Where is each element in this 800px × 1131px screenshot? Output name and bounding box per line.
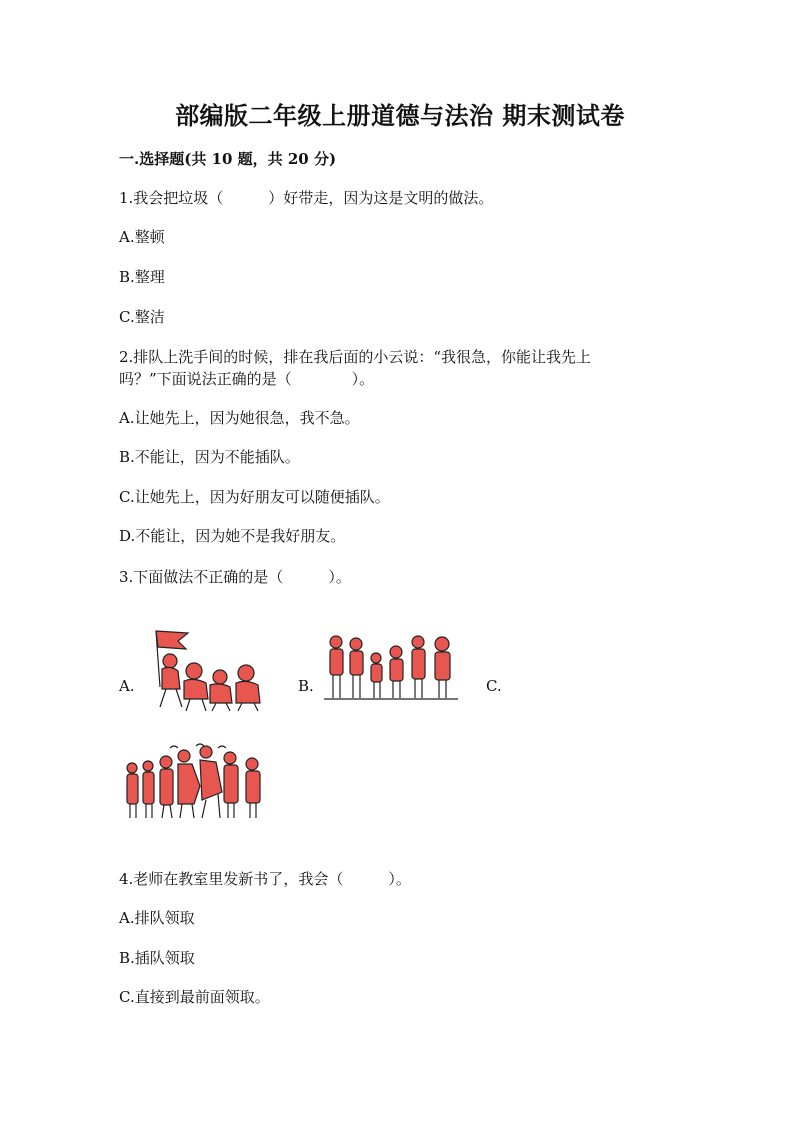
question-2-option-d[interactable]: D.不能让，因为她不是我好朋友。 bbox=[119, 527, 346, 545]
question-3-stem: 3.下面做法不正确的是（ ）。 bbox=[119, 568, 351, 586]
question-1-stem: 1.我会把垃圾（ ）好带走，因为这是文明的做法。 bbox=[119, 189, 494, 207]
page-title: 部编版二年级上册道德与法治 期末测试卷 bbox=[175, 101, 625, 130]
question-3-option-b-label[interactable]: B. bbox=[298, 677, 314, 695]
crowd-pushing-in-line-image[interactable] bbox=[122, 742, 272, 822]
question-4-option-b[interactable]: B.插队领取 bbox=[119, 949, 195, 967]
question-2-option-b[interactable]: B.不能让，因为不能插队。 bbox=[119, 448, 300, 466]
question-1-option-c[interactable]: C.整洁 bbox=[119, 308, 165, 326]
question-4-option-a[interactable]: A.排队领取 bbox=[119, 909, 195, 927]
question-2-option-a[interactable]: A.让她先上，因为她很急，我不急。 bbox=[119, 409, 360, 427]
question-4-stem: 4.老师在教室里发新书了，我会（ ）。 bbox=[119, 870, 411, 888]
question-3-option-c-label[interactable]: C. bbox=[486, 677, 502, 695]
children-marching-with-flag-image[interactable] bbox=[148, 627, 270, 713]
question-4-option-c[interactable]: C.直接到最前面领取。 bbox=[119, 988, 270, 1006]
section-heading: 一.选择题(共 10 题，共 20 分) bbox=[119, 150, 337, 168]
question-1-option-a[interactable]: A.整顿 bbox=[119, 228, 165, 246]
question-1-option-b[interactable]: B.整理 bbox=[119, 268, 165, 286]
question-2-option-c[interactable]: C.让她先上，因为好朋友可以随便插队。 bbox=[119, 488, 390, 506]
people-in-queue-image[interactable] bbox=[322, 632, 462, 702]
question-3-option-a-label[interactable]: A. bbox=[119, 677, 135, 695]
question-2-stem-line-1: 2.排队上洗手间的时候，排在我后面的小云说：“我很急，你能让我先上 bbox=[119, 348, 591, 366]
question-2-stem-line-2: 吗？”下面说法正确的是（ ）。 bbox=[119, 370, 375, 388]
